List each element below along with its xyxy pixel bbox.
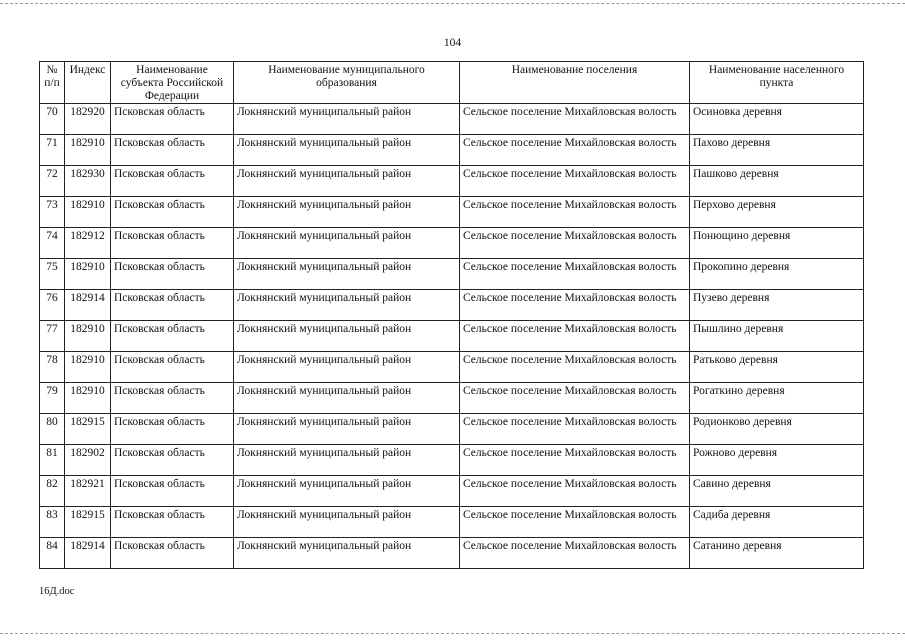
subject-cell: Псковская область xyxy=(111,414,234,445)
settlement-cell: Сельское поселение Михайловская волость xyxy=(460,135,690,166)
subject-cell: Псковская область xyxy=(111,507,234,538)
postal-index-cell: 182920 xyxy=(65,104,111,135)
row-number-cell: 77 xyxy=(40,321,65,352)
subject-cell: Псковская область xyxy=(111,228,234,259)
locality-cell: Понющино деревня xyxy=(690,228,864,259)
row-number-cell: 74 xyxy=(40,228,65,259)
municipality-cell: Локнянский муниципальный район xyxy=(234,228,460,259)
header-index: Индекс xyxy=(65,62,111,104)
page-number: 104 xyxy=(443,37,462,49)
header-locality: Наименование населенного пункта xyxy=(690,62,864,104)
settlement-cell: Сельское поселение Михайловская волость xyxy=(460,507,690,538)
settlement-cell: Сельское поселение Михайловская волость xyxy=(460,166,690,197)
locality-cell: Пахово деревня xyxy=(690,135,864,166)
settlements-table xyxy=(39,61,864,569)
row-number-cell: 72 xyxy=(40,166,65,197)
row-number-cell: 80 xyxy=(40,414,65,445)
municipality-cell: Локнянский муниципальный район xyxy=(234,259,460,290)
locality-cell: Сатанино деревня xyxy=(690,538,864,569)
row-number-cell: 81 xyxy=(40,445,65,476)
locality-cell: Перхово деревня xyxy=(690,197,864,228)
subject-cell: Псковская область xyxy=(111,538,234,569)
file-name-label: 16Д.doc xyxy=(39,586,75,597)
municipality-cell: Локнянский муниципальный район xyxy=(234,166,460,197)
postal-index-cell: 182914 xyxy=(65,538,111,569)
row-number-cell: 82 xyxy=(40,476,65,507)
settlement-cell: Сельское поселение Михайловская волость xyxy=(460,259,690,290)
postal-index-cell: 182910 xyxy=(65,321,111,352)
table-row xyxy=(40,352,864,383)
settlement-cell: Сельское поселение Михайловская волость xyxy=(460,104,690,135)
subject-cell: Псковская область xyxy=(111,445,234,476)
row-number-cell: 76 xyxy=(40,290,65,321)
locality-cell: Пашково деревня xyxy=(690,166,864,197)
municipality-cell: Локнянский муниципальный район xyxy=(234,135,460,166)
postal-index-cell: 182930 xyxy=(65,166,111,197)
postal-index-cell: 182914 xyxy=(65,290,111,321)
table-row xyxy=(40,228,864,259)
row-number-cell: 70 xyxy=(40,104,65,135)
table-row xyxy=(40,259,864,290)
header-settlement: Наименование поселения xyxy=(460,62,690,104)
locality-cell: Прокопино деревня xyxy=(690,259,864,290)
subject-cell: Псковская область xyxy=(111,197,234,228)
settlement-cell: Сельское поселение Михайловская волость xyxy=(460,197,690,228)
postal-index-cell: 182915 xyxy=(65,507,111,538)
table-row xyxy=(40,321,864,352)
settlement-cell: Сельское поселение Михайловская волость xyxy=(460,228,690,259)
subject-cell: Псковская область xyxy=(111,321,234,352)
municipality-cell: Локнянский муниципальный район xyxy=(234,290,460,321)
municipality-cell: Локнянский муниципальный район xyxy=(234,321,460,352)
settlement-cell: Сельское поселение Михайловская волость xyxy=(460,290,690,321)
postal-index-cell: 182910 xyxy=(65,197,111,228)
subject-cell: Псковская область xyxy=(111,135,234,166)
table-row xyxy=(40,507,864,538)
municipality-cell: Локнянский муниципальный район xyxy=(234,476,460,507)
municipality-cell: Локнянский муниципальный район xyxy=(234,507,460,538)
municipality-cell: Локнянский муниципальный район xyxy=(234,414,460,445)
settlement-cell: Сельское поселение Михайловская волость xyxy=(460,321,690,352)
postal-index-cell: 182910 xyxy=(65,135,111,166)
row-number-cell: 78 xyxy=(40,352,65,383)
subject-cell: Псковская область xyxy=(111,476,234,507)
municipality-cell: Локнянский муниципальный район xyxy=(234,197,460,228)
postal-index-cell: 182910 xyxy=(65,352,111,383)
header-num: № п/п xyxy=(40,62,65,104)
subject-cell: Псковская область xyxy=(111,166,234,197)
municipality-cell: Локнянский муниципальный район xyxy=(234,538,460,569)
table-row xyxy=(40,414,864,445)
table-row xyxy=(40,135,864,166)
municipality-cell: Локнянский муниципальный район xyxy=(234,445,460,476)
subject-cell: Псковская область xyxy=(111,383,234,414)
row-number-cell: 73 xyxy=(40,197,65,228)
settlement-cell: Сельское поселение Михайловская волость xyxy=(460,476,690,507)
table-row xyxy=(40,104,864,135)
locality-cell: Родионково деревня xyxy=(690,414,864,445)
row-number-cell: 83 xyxy=(40,507,65,538)
header-municipality: Наименование муниципального образования xyxy=(234,62,460,104)
locality-cell: Садиба деревня xyxy=(690,507,864,538)
table-body xyxy=(40,104,864,569)
locality-cell: Пузево деревня xyxy=(690,290,864,321)
table-row xyxy=(40,445,864,476)
scan-edge-top xyxy=(0,3,905,4)
postal-index-cell: 182915 xyxy=(65,414,111,445)
postal-index-cell: 182910 xyxy=(65,383,111,414)
settlement-cell: Сельское поселение Михайловская волость xyxy=(460,352,690,383)
municipality-cell: Локнянский муниципальный район xyxy=(234,104,460,135)
postal-index-cell: 182910 xyxy=(65,259,111,290)
table-row xyxy=(40,197,864,228)
locality-cell: Осиновка деревня xyxy=(690,104,864,135)
table-header-row xyxy=(40,62,864,104)
settlement-cell: Сельское поселение Михайловская волость xyxy=(460,538,690,569)
table-row xyxy=(40,476,864,507)
row-number-cell: 75 xyxy=(40,259,65,290)
subject-cell: Псковская область xyxy=(111,290,234,321)
header-subject: Наименование субъекта Российской Федерации xyxy=(111,62,234,104)
municipality-cell: Локнянский муниципальный район xyxy=(234,383,460,414)
postal-index-cell: 182902 xyxy=(65,445,111,476)
table-row xyxy=(40,166,864,197)
postal-index-cell: 182912 xyxy=(65,228,111,259)
settlement-cell: Сельское поселение Михайловская волость xyxy=(460,383,690,414)
locality-cell: Пышлино деревня xyxy=(690,321,864,352)
locality-cell: Рогаткино деревня xyxy=(690,383,864,414)
locality-cell: Савино деревня xyxy=(690,476,864,507)
table-row xyxy=(40,383,864,414)
table-row xyxy=(40,538,864,569)
subject-cell: Псковская область xyxy=(111,104,234,135)
table-row xyxy=(40,290,864,321)
municipality-cell: Локнянский муниципальный район xyxy=(234,352,460,383)
locality-cell: Ратьково деревня xyxy=(690,352,864,383)
row-number-cell: 79 xyxy=(40,383,65,414)
scan-edge-bottom xyxy=(0,633,905,634)
subject-cell: Псковская область xyxy=(111,259,234,290)
row-number-cell: 71 xyxy=(40,135,65,166)
settlement-cell: Сельское поселение Михайловская волость xyxy=(460,414,690,445)
locality-cell: Рожново деревня xyxy=(690,445,864,476)
settlement-cell: Сельское поселение Михайловская волость xyxy=(460,445,690,476)
postal-index-cell: 182921 xyxy=(65,476,111,507)
subject-cell: Псковская область xyxy=(111,352,234,383)
row-number-cell: 84 xyxy=(40,538,65,569)
